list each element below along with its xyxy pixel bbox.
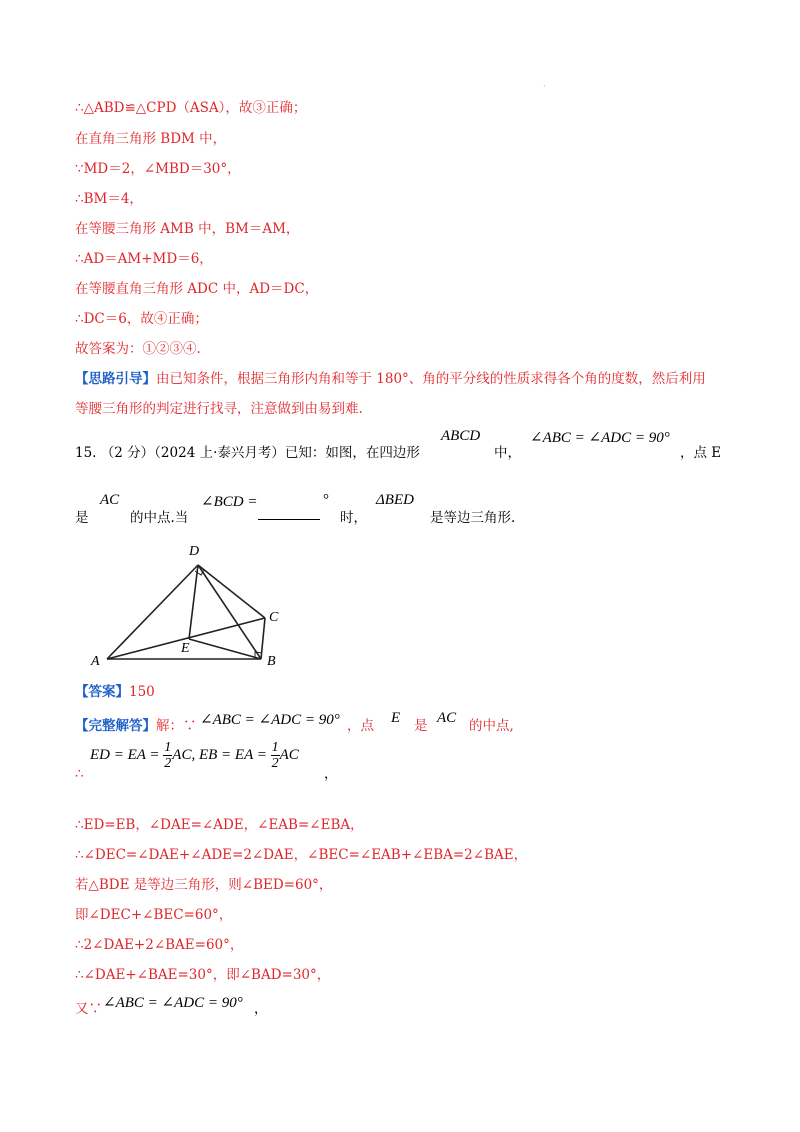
question-text: 时， [340,510,367,526]
question-source: （2024 上·泰兴月考）已知：如图，在四边形 [154,445,420,461]
question-text: 的中点.当 [130,510,189,526]
fraction-half [271,740,280,771]
question-index: 15. [75,445,97,461]
answer-value: 150 [129,684,155,700]
hint-tag: 【思路引导】 [75,371,156,387]
hint-text: 由已知条件，根据三角形内角和等于 180°、角的平分线的性质求得各个角的度数，然后利用 [156,371,706,387]
solution-line: ∴∠DAE+∠BAE=30°，即∠BAD=30°， [75,967,331,983]
quad-name: ABCD [441,428,481,444]
question-number [75,441,420,461]
solution-line: ∴AD＝AM+MD＝6， [75,251,213,267]
solution-line: 故答案为：①②③④. [75,341,201,357]
solution-line: 若△BDE 是等边三角形，则∠BED=60°， [75,877,333,893]
question-text: 是 [75,510,89,526]
label-a: A [91,654,100,669]
angle-bcd: ∠BCD = [201,494,258,510]
degree-sign: ° [323,492,329,508]
equation-part: AC, EB = EA = [172,746,267,763]
equation-part: ED = EA = [90,746,160,763]
solution-text: 的中点, [469,718,514,734]
solution-line: 在等腰三角形 AMB 中，BM＝AM， [75,221,300,237]
equation-comma: ， [324,766,338,782]
question-text: 中， [494,445,521,461]
solution-line: ∴ED=EB，∠DAE=∠ADE，∠EAB=∠EBA， [75,817,364,833]
solution-intro [75,714,197,734]
answer-blank[interactable] [258,505,320,520]
therefore-sign: ∴ [75,766,84,782]
solution-last-condition: ∠ABC = ∠ADC = 90° [103,995,243,1011]
point-e: E [391,710,401,726]
solution-line: ∴2∠DAE+2∠BAE=60°， [75,937,244,953]
geometry-figure [85,535,305,670]
hint-line-1 [75,370,706,388]
corner-mark: · [543,82,546,91]
answer-line [75,683,155,701]
solution-condition: ∠ABC = ∠ADC = 90° [200,712,340,728]
fraction-numerator: 1 [164,740,172,755]
midpoint-equation [90,740,299,771]
solution-line: 在直角三角形 BDM 中， [75,131,227,147]
solution-line: 在等腰直角三角形 ADC 中，AD＝DC， [75,281,319,297]
angle-condition: ∠ABC = ∠ADC = 90° [530,430,670,446]
fraction-numerator: 1 [271,740,279,755]
solution-tag: 【完整解答】 [75,718,156,734]
solution-line: ∵MD＝2，∠MBD＝30°， [75,161,241,177]
hint-line-2: 等腰三角形的判定进行找寻，注意做到由易到难. [75,401,363,417]
label-d: D [189,544,200,559]
fraction-denominator: 2 [271,756,279,771]
solution-last-prefix: 又∵ [75,1001,102,1017]
solution-text: 是 [414,718,428,734]
fraction-half [163,740,172,771]
solution-line: ∴∠DEC=∠DAE+∠ADE=2∠DAE，∠BEC=∠EAB+∠EBA=2∠BAE， [75,847,528,863]
question-text: 是等边三角形. [430,510,516,526]
label-e: E [181,641,190,656]
fraction-denominator: 2 [164,756,172,771]
solution-text: ，点 [347,718,374,734]
question-score: （2 分） [100,445,155,461]
triangle-bed: ΔBED [376,492,414,508]
label-c: C [269,610,279,625]
solution-line: 即∠DEC+∠BEC=60°， [75,907,233,923]
segment-ac: AC [437,710,457,726]
solution-because: 解：∵ [156,718,197,734]
solution-line: ∴△ABD≌△CPD（ASA），故③正确； [75,100,307,116]
equation-part: AC [279,746,299,763]
solution-last-comma: ， [254,1001,268,1017]
segment-name: AC [100,492,120,508]
solution-line: ∴BM＝4， [75,191,143,207]
label-b: B [267,654,276,669]
solution-line: ∴DC＝6，故④正确； [75,311,208,327]
answer-tag: 【答案】 [75,684,129,700]
question-text: ，点 E [680,445,722,461]
